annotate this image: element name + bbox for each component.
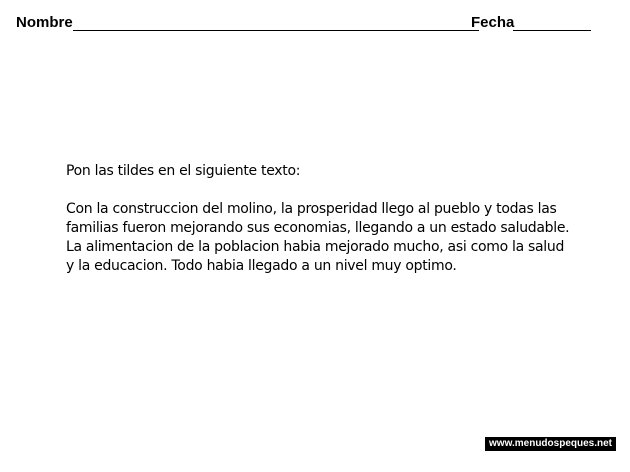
date-blank-line [513, 30, 591, 31]
name-blank-line [73, 30, 479, 31]
exercise-paragraph-1: Con la construccion del molino, la prosperidad llego al pueblo y todas las familias fueron mejorando sus economias, llegando a un estado saludable. [66, 201, 570, 236]
instruction-text: Pon las tildes en el siguiente texto: [66, 163, 301, 179]
worksheet-header [16, 14, 596, 34]
exercise-paragraph-2: La alimentacion de la poblacion habia mejorado mucho, asi como la salud y la educacion. Todo habia llegado a un nivel muy optimo. [66, 239, 565, 274]
date-label: Fecha [471, 14, 515, 31]
site-watermark: www.menudospeques.net [485, 437, 616, 451]
name-label: Nombre [16, 14, 73, 31]
worksheet-body [66, 162, 576, 276]
